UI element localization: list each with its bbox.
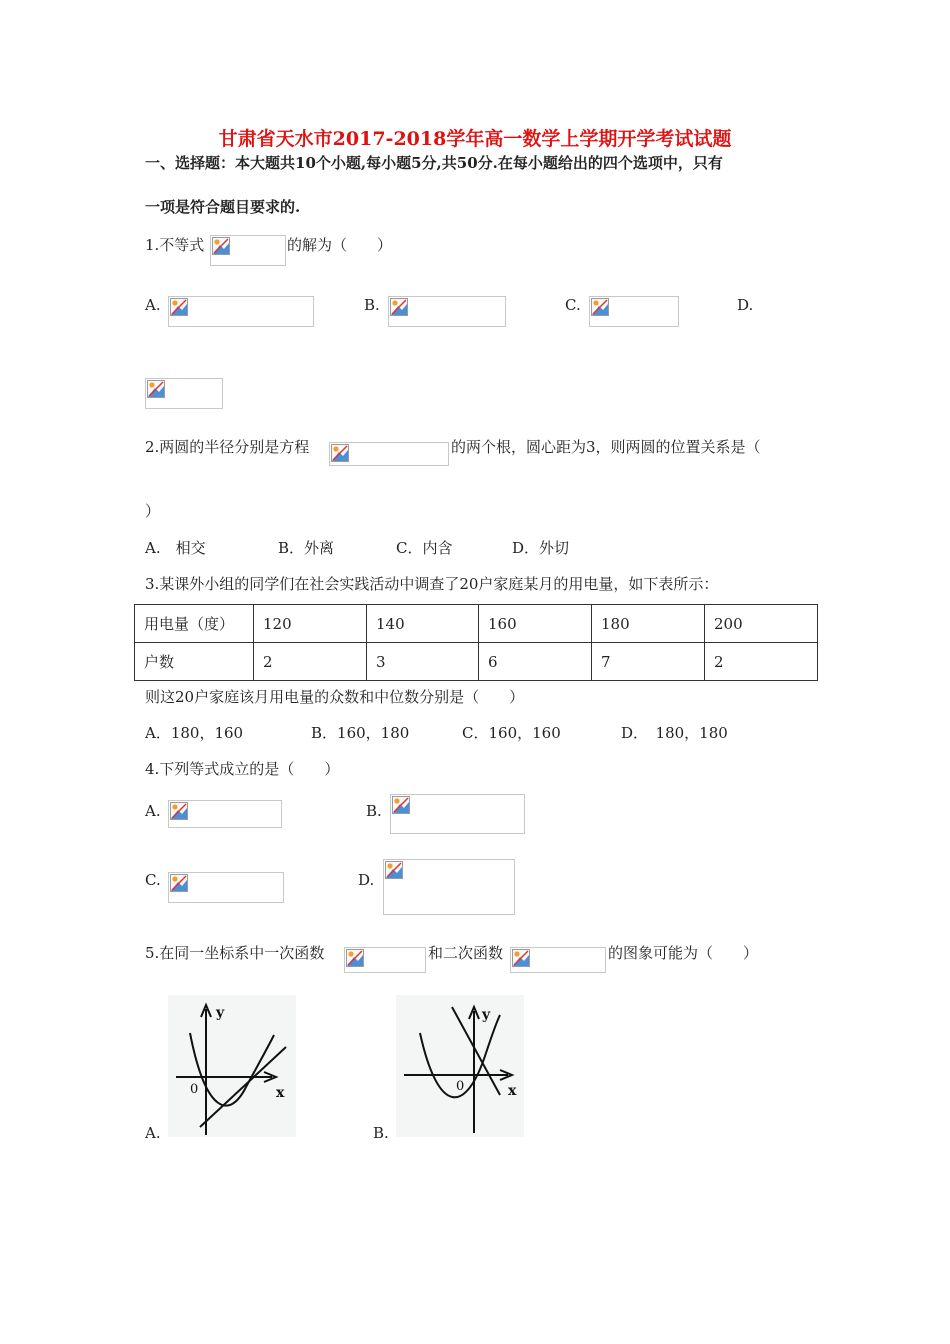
table-cell: 120 [254,605,367,643]
q2-close-paren: ） [145,502,161,520]
x-axis-label: x [508,1083,517,1099]
y-axis-label: y [216,1005,225,1021]
q5-prefix: 5.在同一坐标系中一次函数 [145,944,325,962]
table-cell: 160 [479,605,592,643]
table-cell: 3 [367,643,479,681]
q2-option-a: A. 相交 [145,539,206,557]
q1-option-a-image [168,296,314,327]
table-cell: 2 [254,643,367,681]
broken-image-icon [346,949,364,967]
origin-label: 0 [456,1079,465,1094]
table-row [135,605,818,643]
table-cell: 用电量（度） [135,605,254,643]
q2-option-d: D．外切 [512,539,570,557]
q5-linear-formula-image [344,947,426,973]
q2-suffix: 的两个根，圆心距为3，则两圆的位置关系是（ [451,438,761,456]
broken-image-icon [390,298,408,316]
section-heading-line2: 一项是符合题目要求的. [145,198,301,216]
broken-image-icon [170,874,188,892]
q4-option-d-image [383,859,515,915]
q1-option-b: B. [364,296,380,314]
q1-option-d-image [145,378,223,409]
broken-image-icon [170,298,188,316]
q4-stem: 4.下列等式成立的是（ ） [145,760,340,778]
q4-option-c-image [168,872,284,903]
q4-option-b: B. [366,802,382,820]
table-cell: 140 [367,605,479,643]
broken-image-icon [331,444,349,462]
table-cell: 200 [705,605,818,643]
q3-question: 则这20户家庭该月用电量的众数和中位数分别是（ ） [145,688,525,706]
q2-option-c: C．内含 [396,539,453,557]
q1-option-c: C. [565,296,581,314]
broken-image-icon [212,237,230,255]
q1-option-c-image [589,296,679,327]
table-cell: 户数 [135,643,254,681]
electricity-table [134,604,818,681]
table-cell: 180 [592,605,705,643]
q5-middle: 和二次函数 [428,944,504,962]
q1-option-a: A. [145,296,161,314]
q2-option-b: B．外离 [278,539,335,557]
broken-image-icon [385,861,403,879]
q4-option-d: D. [358,871,375,889]
q4-option-b-image [390,794,525,834]
origin-label: 0 [190,1082,199,1097]
straight-line [200,1047,286,1127]
page-title: 甘肃省天水市2017-2018学年高一数学上学期开学考试试题 [218,128,732,150]
q4-option-a: A. [145,802,161,820]
q2-prefix: 2.两圆的半径分别是方程 [145,438,310,456]
q2-formula-image [329,442,449,466]
q4-option-a-image [168,800,282,828]
q1-prefix: 1.不等式 [145,236,205,254]
q3-option-b: B．160，180 [311,724,410,742]
q5-graph-a [168,995,296,1137]
q3-option-c: C．160，160 [462,724,561,742]
table-cell: 2 [705,643,818,681]
q5-option-a: A. [145,1124,161,1142]
q5-suffix: 的图象可能为（ ） [608,944,759,962]
q3-option-d: D． 180，180 [621,724,728,742]
table-row [135,643,818,681]
q4-option-c: C. [145,871,161,889]
table-cell: 6 [479,643,592,681]
y-axis-label: y [482,1007,491,1023]
broken-image-icon [591,298,609,316]
x-axis-label: x [276,1085,285,1101]
section-heading-line1: 一、选择题：本大题共10个小题,每小题5分,共50分.在每小题给出的四个选项中，只有 [145,154,723,172]
broken-image-icon [512,949,530,967]
q1-formula-image [210,235,286,266]
broken-image-icon [147,380,165,398]
q1-suffix: 的解为（ ） [287,236,393,254]
broken-image-icon [392,796,410,814]
broken-image-icon [170,802,188,820]
q5-graph-b [396,995,524,1137]
q3-stem: 3.某课外小组的同学们在社会实践活动中调查了20户家庭某月的用电量，如下表所示： [145,575,719,593]
q5-option-b: B. [373,1124,389,1142]
q5-quadratic-formula-image [510,947,606,973]
table-cell: 7 [592,643,705,681]
q3-option-a: A．180，160 [145,724,244,742]
q1-option-d: D. [737,296,754,314]
q1-option-b-image [388,296,506,327]
